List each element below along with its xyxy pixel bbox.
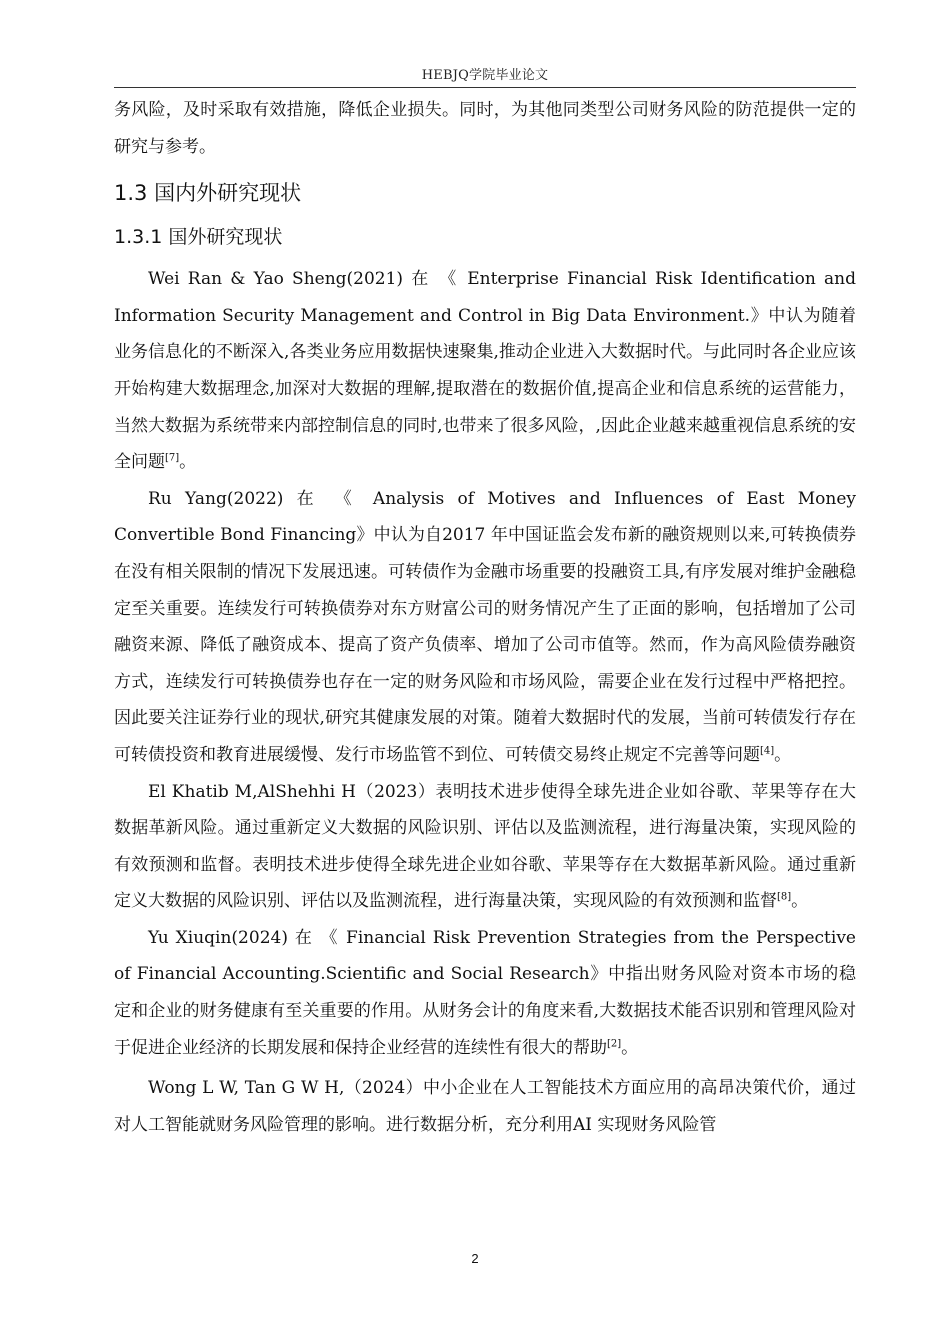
paragraph-wei-ran [114, 261, 856, 481]
header-divider [114, 87, 856, 88]
paragraph-text: Ru Yang(2022) 在 《 Analysis of Motives and Influences of East Money Convertible Bond Financing》中认为自2017 年中国证监会发布新的融资规则以来,可转换债券在没有相关限制的情况下发展迅速。可转债作为金融市场重要的投融资工具,有序发展对维护金融稳定至关重要。连续发行可转换债券对东方财富公司的财务情况产生了正面的影响，包括增加了公司融资来源、降低了融资成本、提高了资产负债率、增加了公司市值等。然而，作为高风险债券融资方式，连续发行可转换债券也存在一定的财务风险和市场风险，需要企业在发行过程中严格把控。因此要关注证券行业的现状,研究其健康发展的对策。随着大数据时代的发展，当前可转债发行存在可转债投资和教育进展缓慢、发行市场监管不到位、可转债交易终止规定不完善等问题 [114, 488, 856, 765]
citation-ref: [4] [760, 745, 775, 757]
paragraph-end: 。 [621, 1037, 639, 1058]
paragraph-text: Wei Ran & Yao Sheng(2021) 在 《 Enterprise Financial Risk Identification and Information Security Management and Control in Big Data Environment.》中认为随着业务信息化的不断深入,各类业务应用数据快速聚集,推动企业进入大数据时代。与此同时各企业应该开始构建大数据理念,加深对大数据的理解,提取潜在的数据价值,提高企业和信息系统的运营能力，当然大数据为系统带来内部控制信息的同时,也带来了很多风险，,因此企业越来越重视信息系统的安全问题 [114, 269, 856, 473]
paragraph-el-khatib [114, 774, 856, 920]
document-body [114, 92, 856, 1143]
paragraph-yu-xiuqin [114, 920, 856, 1066]
section-heading-1-3: 1.3 国内外研究现状 [114, 181, 302, 206]
paragraph-wong: Wong L W, Tan G W H,（2024）中小企业在人工智能技术方面应用的高昂决策代价，通过对人工智能就财务风险管理的影响。进行数据分析，充分利用AI 实现财务风险管 [114, 1078, 856, 1135]
paragraph-end: 。 [774, 744, 792, 765]
paragraph-ru-yang [114, 481, 856, 774]
paragraph-text: El Khatib M,AlShehhi H（2023）表明技术进步使得全球先进企业如谷歌、苹果等存在大数据革新风险。通过重新定义大数据的风险识别、评估以及监测流程，进行海量决策，实现风险的有效预测和监督。表明技术进步使得全球先进企业如谷歌、苹果等存在大数据革新风险。通过重新定义大数据的风险识别、评估以及监测流程，进行海量决策，实现风险的有效预测和监督 [114, 781, 856, 912]
paragraph-end: 。 [179, 452, 197, 473]
paragraph-text: Yu Xiuqin(2024) 在 《 Financial Risk Prevention Strategies from the Perspective of Financial Accounting.Scientific and Social Research》中指出财务风险对资本市场的稳定和企业的财务健康有至关重要的作用。从财务会计的角度来看,大数据技术能否识别和管理风险对于促进企业经济的长期发展和保持企业经营的连续性有很大的帮助 [114, 927, 856, 1058]
paragraph-continuation: 务风险，及时采取有效措施，降低企业损失。同时，为其他同类型公司财务风险的防范提供一定的研究与参考。 [114, 100, 856, 157]
page-header: HEBJQ学院毕业论文 [421, 68, 549, 83]
subsection-heading-1-3-1: 1.3.1 国外研究现状 [114, 226, 283, 249]
citation-ref: [2] [607, 1038, 622, 1049]
citation-ref: [7] [165, 452, 180, 464]
citation-ref: [8] [777, 891, 792, 903]
paragraph-end: 。 [791, 891, 809, 912]
page-number: 2 [471, 1251, 479, 1266]
